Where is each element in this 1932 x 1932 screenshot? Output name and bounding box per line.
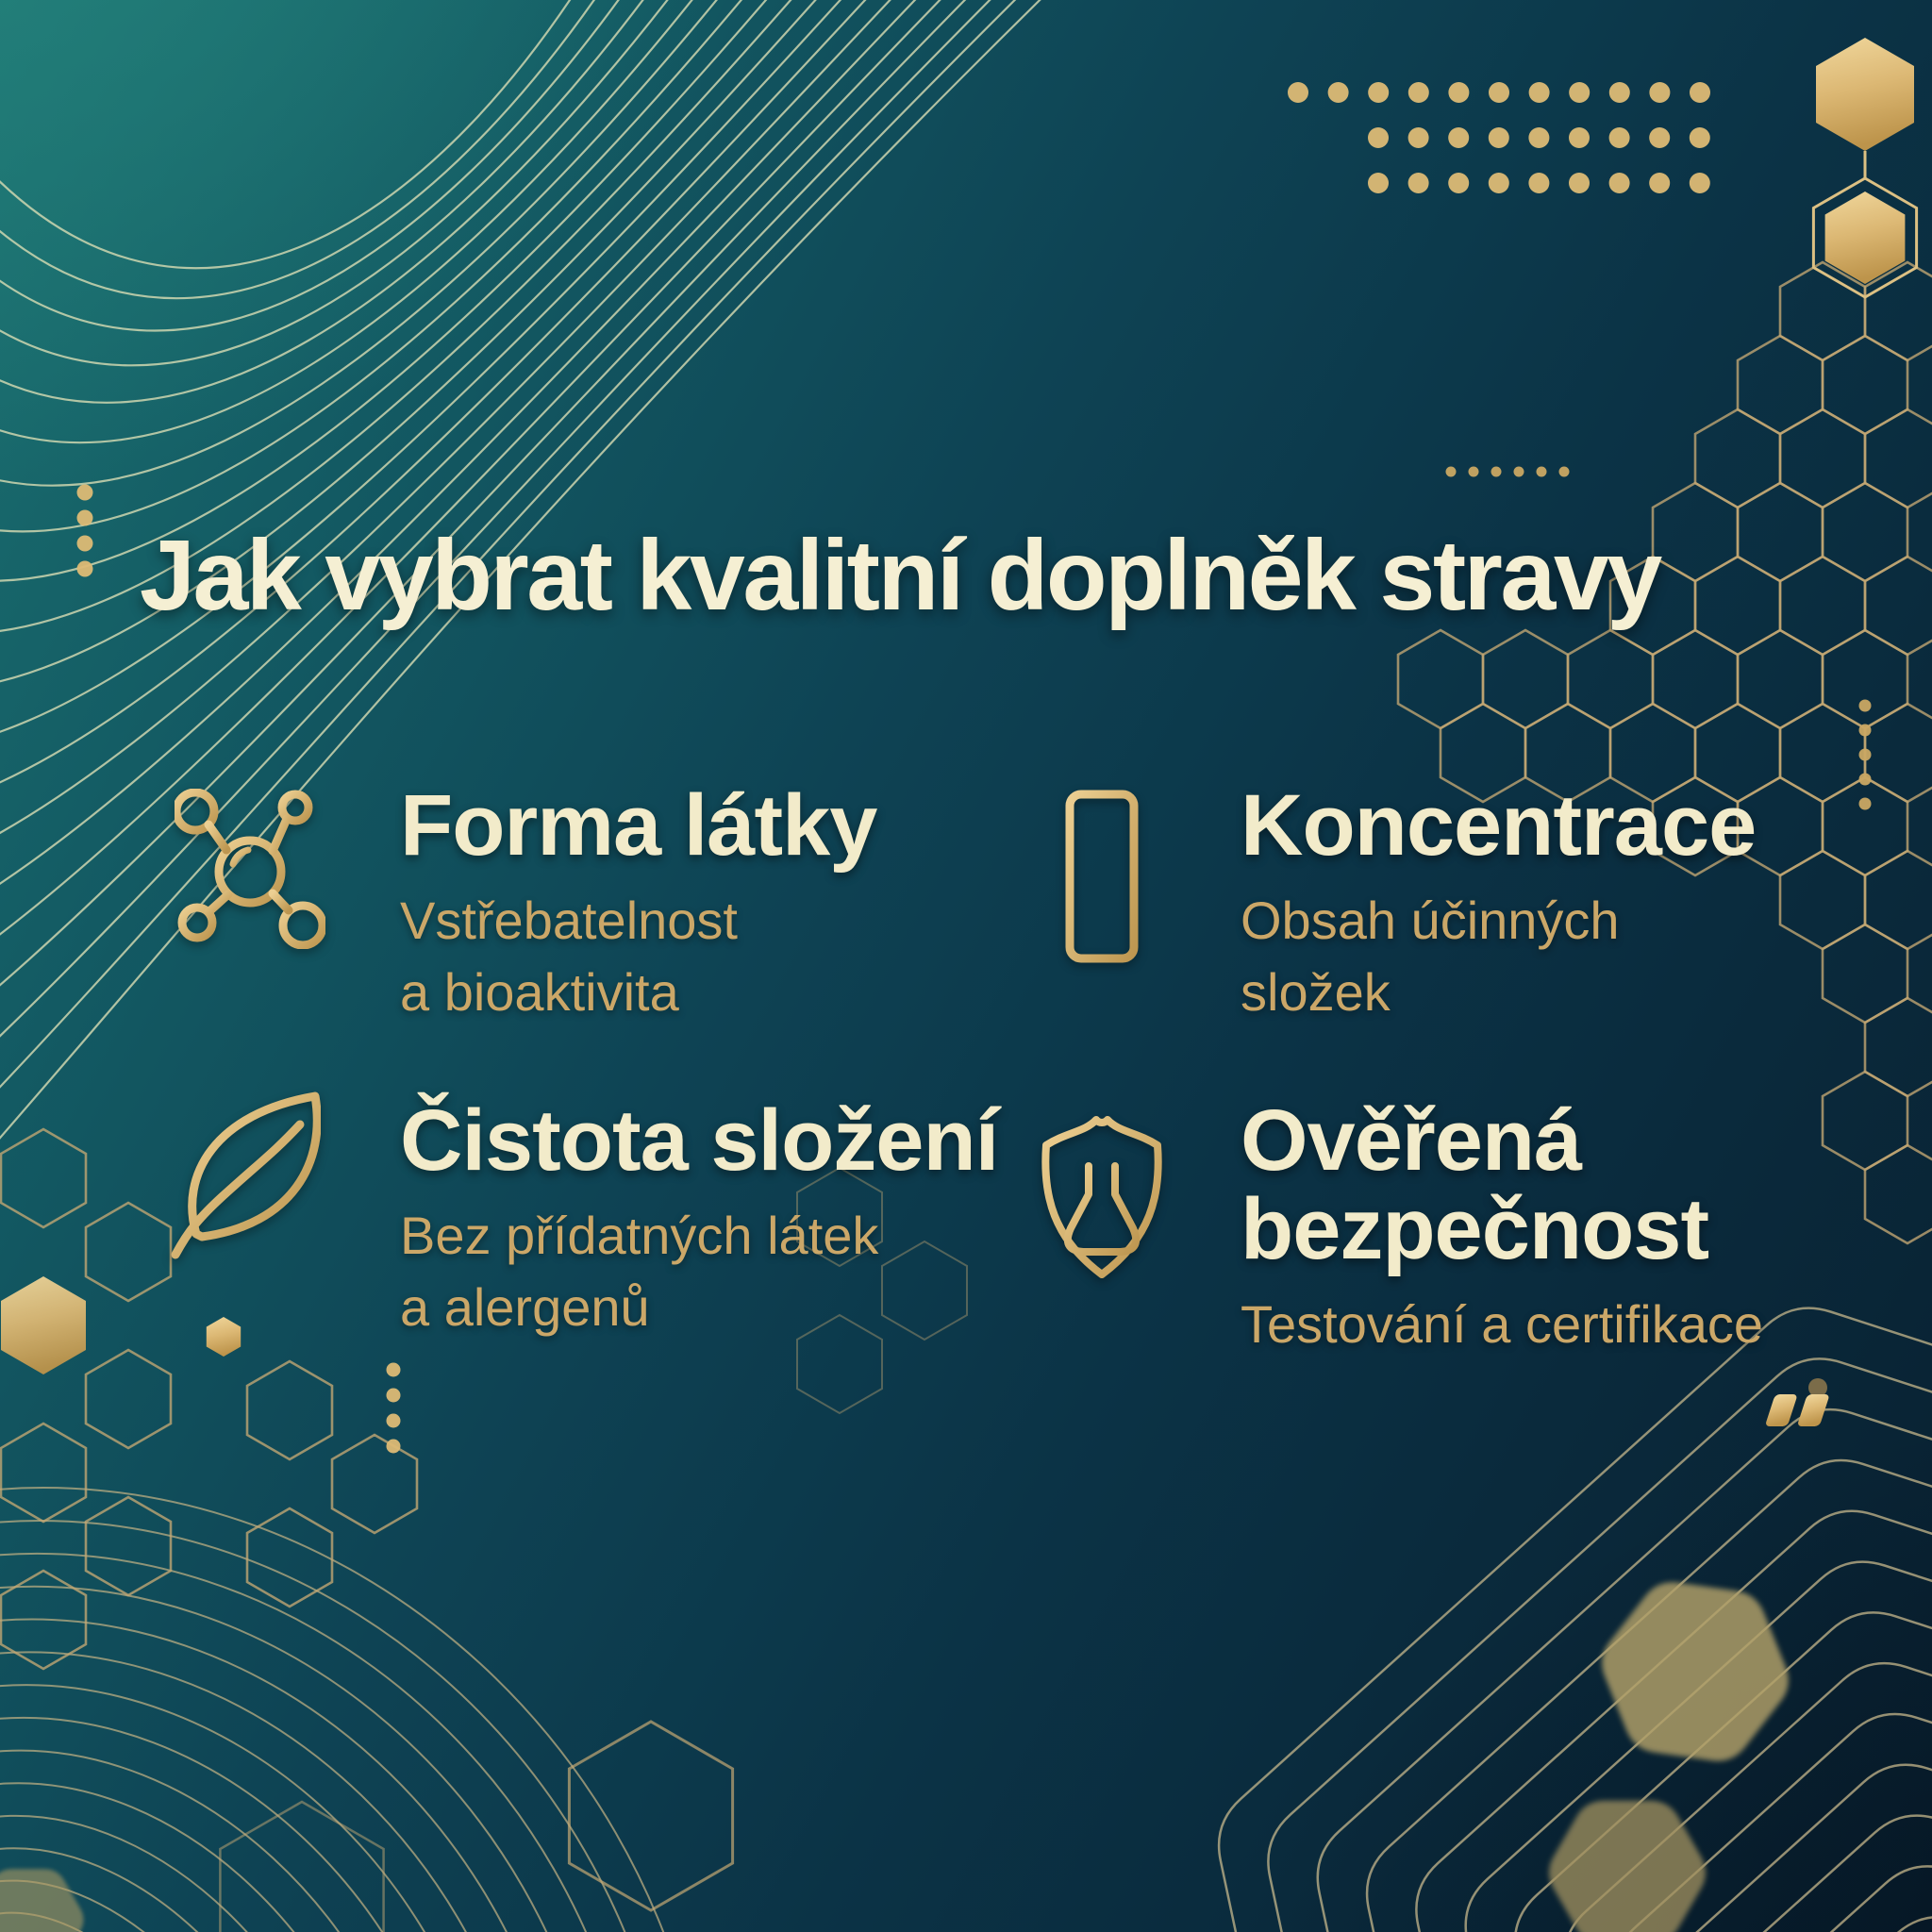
ruler-icon — [1064, 789, 1140, 964]
item-cistota-slozeni — [400, 1092, 999, 1343]
molecule-icon — [175, 789, 325, 949]
item-heading: Koncentrace — [1241, 777, 1757, 874]
shield-flask-icon — [1031, 1106, 1173, 1285]
item-overena-bezpecnost — [1241, 1092, 1764, 1360]
soft-gold-hexagons — [0, 1582, 1789, 1932]
gold-hexagons-top-right — [1813, 38, 1916, 297]
item-heading-line2: bezpečnost — [1241, 1181, 1709, 1277]
wave-lines-bottom-left — [0, 1259, 947, 1932]
item-forma-latky — [400, 777, 877, 1028]
item-subtitle: Obsah účinných složek — [1241, 891, 1620, 1022]
item-heading: Ověřená — [1241, 1092, 1582, 1189]
item-subtitle: Bez přídatných látek a alergenů — [400, 1206, 879, 1337]
item-heading: Forma látky — [400, 777, 877, 874]
item-koncentrace — [1241, 777, 1757, 1028]
leaf-icon — [168, 1083, 321, 1260]
item-subtitle: Vstřebatelnost a bioaktivita — [400, 891, 738, 1022]
page-title: Jak vybrat kvalitní doplněk stravy — [140, 520, 1660, 631]
item-heading: Čistota složení — [400, 1092, 999, 1189]
item-subtitle: Testování a certifikace — [1241, 1294, 1764, 1354]
